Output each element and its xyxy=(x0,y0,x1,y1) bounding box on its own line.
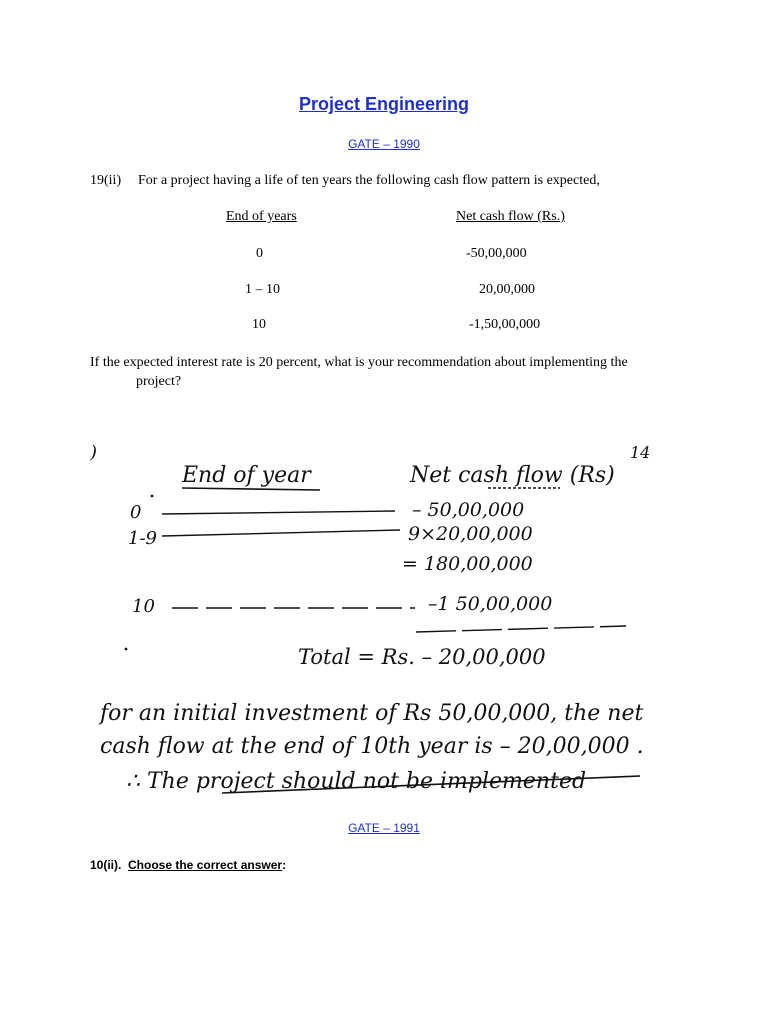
hw-dash-line xyxy=(162,511,395,514)
question-colon: : xyxy=(282,858,287,872)
column-header-years: End of years xyxy=(226,209,297,224)
ask-line-1: If the expected interest rate is 20 percent, what is your recommendation about implementing the xyxy=(90,355,628,370)
hw-year: 1-9 xyxy=(128,528,157,549)
table-cell-flow: -50,00,000 xyxy=(466,246,527,261)
hw-flow: 9×20,00,000 xyxy=(408,523,533,545)
hw-dash-line xyxy=(162,530,400,536)
table-cell-flow: -1,50,00,000 xyxy=(469,317,541,332)
hw-flow: – 50,00,000 xyxy=(412,499,525,521)
gate-1991-link[interactable]: GATE – 1991 xyxy=(348,821,420,835)
hw-underline xyxy=(182,488,320,490)
table-cell-year: 0 xyxy=(256,246,263,261)
table-cell-year: 10 xyxy=(252,317,266,332)
ask-line-2: project? xyxy=(136,374,182,389)
corner-mark: ) xyxy=(90,442,98,463)
hw-conclusion-line-2: cash flow at the end of 10th year is – 20,00,000 . xyxy=(100,734,644,759)
hw-flow: –1 50,00,000 xyxy=(428,593,553,615)
question-text: For a project having a life of ten years the following cash flow pattern is expected, xyxy=(138,173,600,188)
hw-result: = 180,00,000 xyxy=(402,553,533,575)
scan-speck xyxy=(125,648,128,651)
hw-sum-line xyxy=(416,626,626,632)
question-19-ask xyxy=(90,353,690,391)
page-mark: 14 xyxy=(630,443,651,462)
table-cell-flow: 20,00,000 xyxy=(479,282,535,297)
question-instruction: Choose the correct answer xyxy=(128,858,283,872)
hw-conclusion-line-3: ∴ The project should not be implemented xyxy=(126,769,587,794)
scan-speck xyxy=(151,495,154,498)
handwritten-solution-image xyxy=(90,438,680,800)
question-19-statement xyxy=(90,173,600,189)
hw-column-flow: Net cash flow (Rs) xyxy=(410,463,615,488)
page-title: Project Engineering xyxy=(298,94,470,114)
question-10-prompt xyxy=(90,858,286,872)
hw-total: Total = Rs. – 20,00,000 xyxy=(298,645,546,669)
table-cell-year: 1 – 10 xyxy=(245,282,280,297)
hw-year: 0 xyxy=(130,502,142,523)
hw-year: 10 xyxy=(132,596,155,617)
column-header-cash-flow: Net cash flow (Rs.) xyxy=(456,209,565,224)
hw-conclusion-line-1: for an initial investment of Rs 50,00,000, the net xyxy=(100,701,644,726)
hw-column-year: End of year xyxy=(182,463,311,488)
gate-1990-link[interactable]: GATE – 1990 xyxy=(348,137,420,151)
question-number: 19(ii) xyxy=(90,173,122,188)
question-number: 10(ii). xyxy=(90,858,122,872)
